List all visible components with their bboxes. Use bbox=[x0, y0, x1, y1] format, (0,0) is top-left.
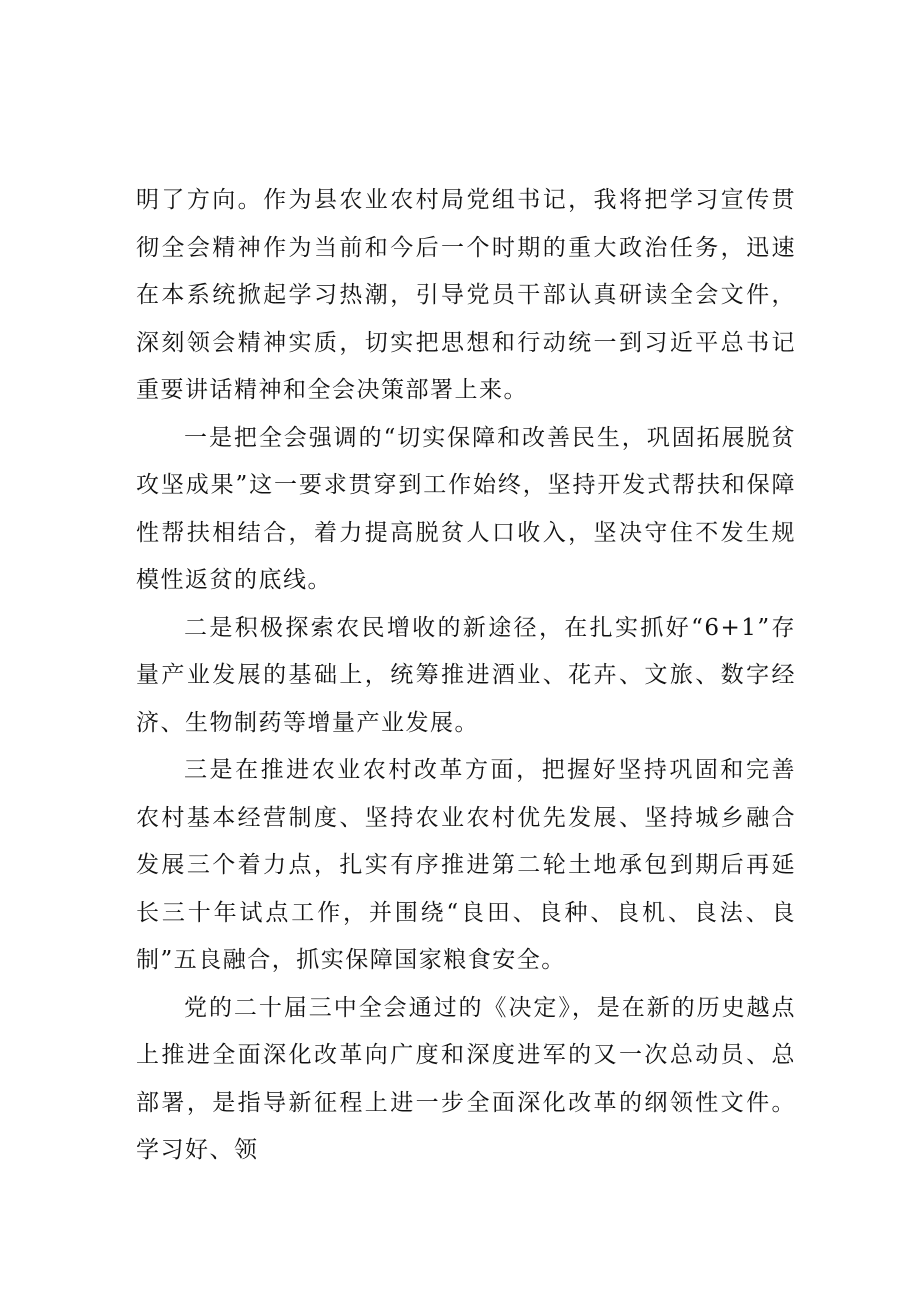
paragraph-2: 一是把全会强调的“切实保障和改善民生，巩固拓展脱贫攻坚成果”这一要求贯穿到工作始终，坚持开发式帮扶和保障性帮扶相结合，着力提高脱贫人口收入，坚决守住不发生规模性返贫的底线。 bbox=[136, 424, 796, 593]
paragraph-5: 党的二十届三中全会通过的《决定》，是在新的历史越点上推进全面深化改革向广度和深度进军的又一次总动员、总部署，是指导新征程上进一步全面深化改革的纲领性文件。学习好、领 bbox=[136, 994, 796, 1163]
paragraph-4: 三是在推进农业农村改革方面，把握好坚持巩固和完善农村基本经营制度、坚持农业农村优先发展、坚持城乡融合发展三个着力点，扎实有序推进第二轮土地承包到期后再延长三十年试点工作，并围绕“良田、良种、良机、良法、良制”五良融合，抓实保障国家粮食安全。 bbox=[136, 757, 796, 973]
paragraph-1: 明了方向。作为县农业农村局党组书记，我将把学习宣传贯彻全会精神作为当前和今后一个时期的重大政治任务，迅速在本系统掀起学习热潮，引导党员干部认真研读全会文件，深刻领会精神实质，切实把思想和行动统一到习近平总书记重要讲话精神和全会决策部署上来。 bbox=[136, 187, 796, 403]
paragraph-3: 二是积极探索农民增收的新途径，在扎实抓好“6+1”存量产业发展的基础上，统筹推进酒业、花卉、文旅、数字经济、生物制药等增量产业发展。 bbox=[136, 614, 796, 736]
document-body bbox=[136, 177, 796, 1175]
